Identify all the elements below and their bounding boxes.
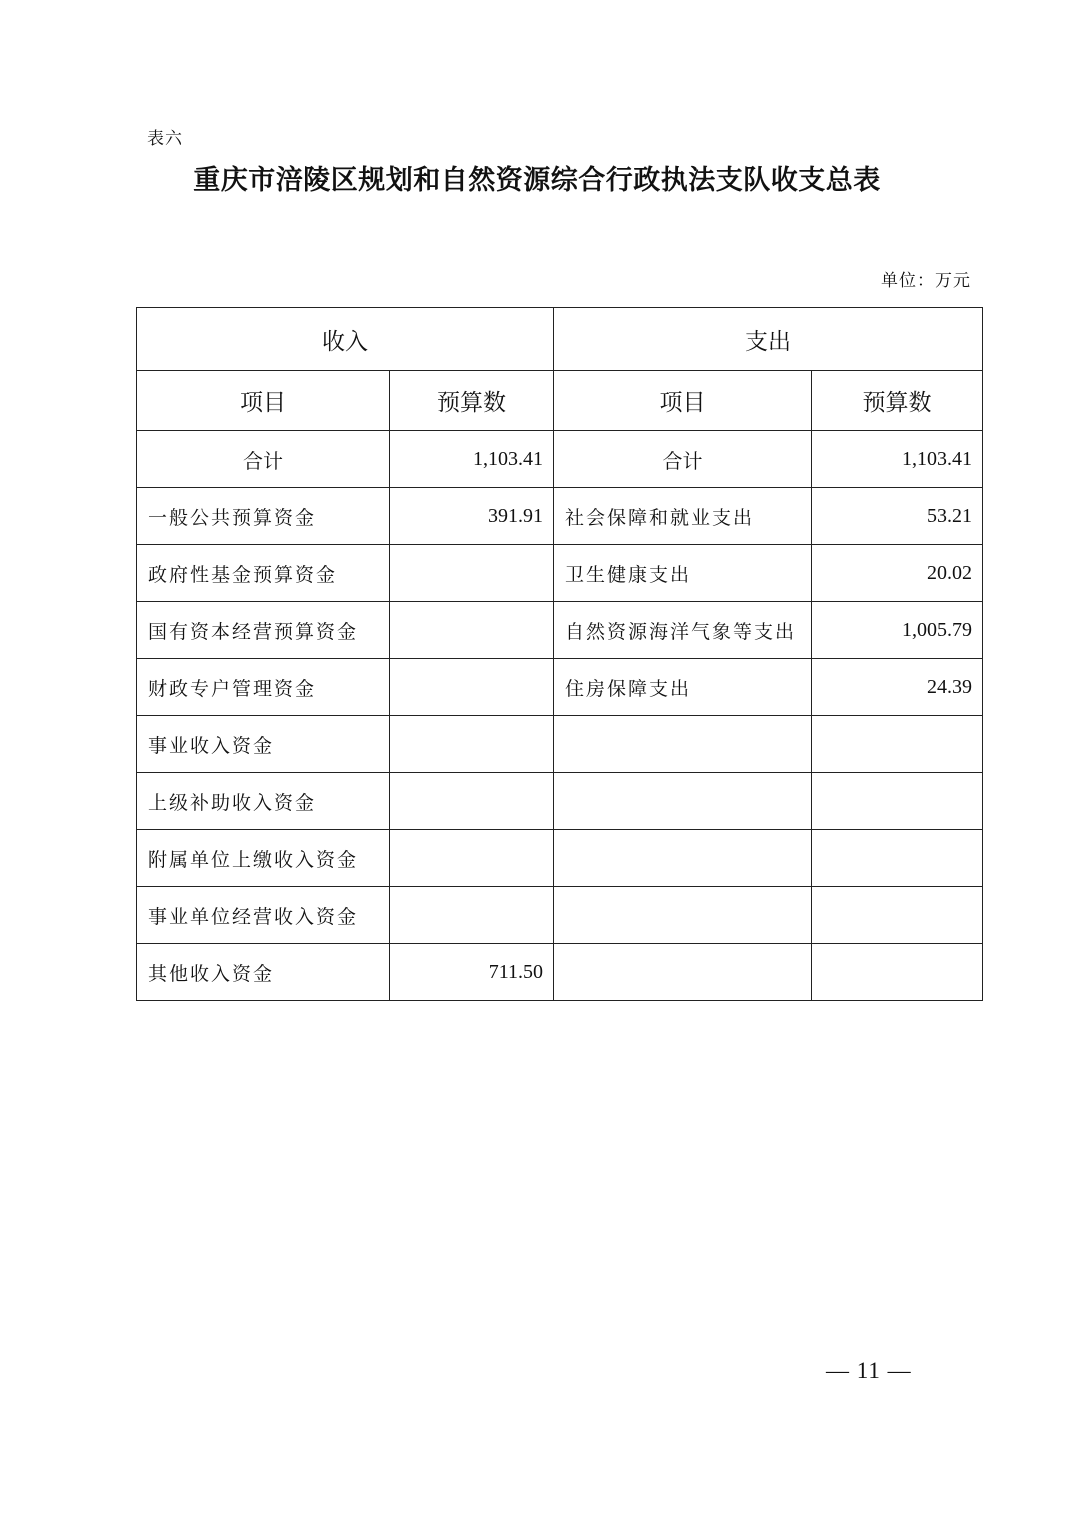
expense-value: [812, 716, 983, 773]
table-row: [137, 545, 983, 602]
table-row: [137, 944, 983, 1001]
income-value: [390, 602, 554, 659]
income-item: 政府性基金预算资金: [137, 545, 390, 602]
expense-item-column-header: 项目: [554, 371, 812, 431]
expense-value: 20.02: [812, 545, 983, 602]
income-value: 391.91: [390, 488, 554, 545]
income-budget-column-header: 预算数: [390, 371, 554, 431]
table-row: [137, 602, 983, 659]
budget-table: [136, 307, 983, 1001]
table-row: [137, 659, 983, 716]
income-header: 收入: [137, 308, 554, 371]
expense-value: [812, 830, 983, 887]
expense-item: [554, 887, 812, 944]
income-item: 一般公共预算资金: [137, 488, 390, 545]
income-value: [390, 830, 554, 887]
table-row: [137, 488, 983, 545]
expense-budget-column-header: 预算数: [812, 371, 983, 431]
expense-total-value: 1,103.41: [812, 431, 983, 488]
expense-item: [554, 830, 812, 887]
expense-item: 住房保障支出: [554, 659, 812, 716]
income-item: 其他收入资金: [137, 944, 390, 1001]
expense-item: 卫生健康支出: [554, 545, 812, 602]
expense-value: [812, 944, 983, 1001]
expense-item: 自然资源海洋气象等支出: [554, 602, 812, 659]
total-row: [137, 431, 983, 488]
table-row: [137, 887, 983, 944]
unit-note: 单位：万元: [881, 271, 971, 291]
income-item: 事业单位经营收入资金: [137, 887, 390, 944]
income-item: 上级补助收入资金: [137, 773, 390, 830]
expense-value: 24.39: [812, 659, 983, 716]
expense-item: [554, 716, 812, 773]
income-value: [390, 659, 554, 716]
income-item: 附属单位上缴收入资金: [137, 830, 390, 887]
expense-item: [554, 944, 812, 1001]
expense-item: [554, 773, 812, 830]
expense-header: 支出: [554, 308, 983, 371]
expense-value: 1,005.79: [812, 602, 983, 659]
income-item-column-header: 项目: [137, 371, 390, 431]
income-item: 事业收入资金: [137, 716, 390, 773]
table-row: [137, 716, 983, 773]
income-item: 国有资本经营预算资金: [137, 602, 390, 659]
expense-value: [812, 773, 983, 830]
income-value: [390, 887, 554, 944]
income-value: [390, 773, 554, 830]
table-row: [137, 773, 983, 830]
income-value: [390, 545, 554, 602]
income-item: 财政专户管理资金: [137, 659, 390, 716]
income-total-label: 合计: [137, 431, 390, 488]
expense-value: 53.21: [812, 488, 983, 545]
income-value: 711.50: [390, 944, 554, 1001]
expense-total-label: 合计: [554, 431, 812, 488]
table-label: 表六: [147, 129, 183, 149]
document-title: 重庆市涪陵区规划和自然资源综合行政执法支队收支总表: [193, 165, 881, 196]
page-number: — 11 —: [826, 1358, 912, 1383]
subheader-row: [137, 371, 983, 431]
header-row: [137, 308, 983, 371]
expense-item: 社会保障和就业支出: [554, 488, 812, 545]
income-total-value: 1,103.41: [390, 431, 554, 488]
expense-value: [812, 887, 983, 944]
income-value: [390, 716, 554, 773]
table-row: [137, 830, 983, 887]
